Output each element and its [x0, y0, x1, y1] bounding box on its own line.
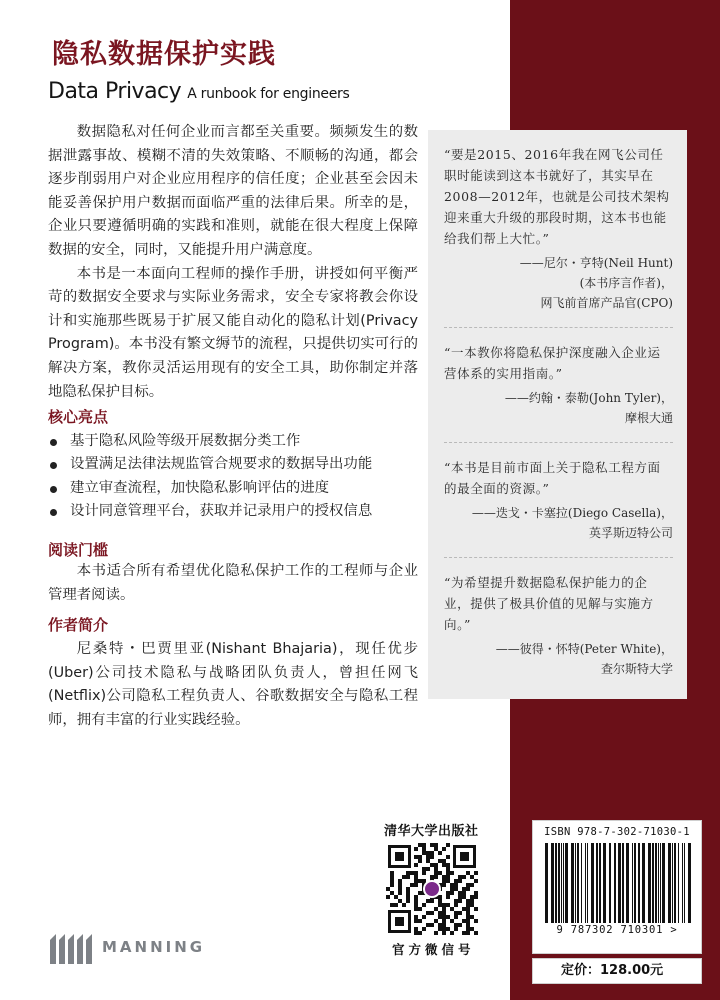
attribution-line: ——约翰・泰勒(John Tyler)， — [504, 391, 673, 405]
attribution-line: 查尔斯特大学 — [600, 662, 673, 676]
barcode-digits: 9 787302 710301 > — [556, 924, 678, 936]
attribution-line: ——迭戈・卡塞拉(Diego Casella)， — [471, 506, 673, 520]
threshold-heading: 阅读门槛 — [48, 541, 109, 559]
qr-caption: 官方微信号 — [392, 942, 475, 957]
qr-code-icon — [386, 843, 478, 935]
attribution-line: (本书序言作者)， — [579, 276, 673, 290]
attribution-line: 英孚斯迈特公司 — [588, 526, 673, 540]
barcode-icon — [543, 843, 691, 923]
intro-text — [48, 121, 418, 404]
attribution-line: ——彼得・怀特(Peter White)， — [495, 642, 673, 656]
list-item: 设计同意管理平台，获取并记录用户的授权信息 — [48, 500, 418, 523]
quote-attribution — [444, 503, 673, 543]
isbn-barcode — [532, 820, 702, 954]
english-subtitle: A runbook for engineers — [187, 86, 350, 102]
quote-attribution — [444, 388, 673, 428]
author-paragraph: 尼桑特・巴贾里亚(Nishant Bhajaria)，现任优步(Uber)公司技术隐私与战略团队负责人，曾担任网飞(Netflix)公司隐私工程负责人、谷歌数据安全与隐私工程师，拥有丰富的行业实践经验。 — [48, 641, 418, 728]
book-title-english — [48, 79, 350, 104]
list-item: 设置满足法律法规监管合规要求的数据导出功能 — [48, 453, 418, 476]
endorsement-panel — [428, 130, 687, 699]
quote-text: “为希望提升数据隐私保护能力的企业，提供了极具价值的见解与实施方向。” — [444, 575, 654, 632]
highlights-list — [48, 430, 418, 524]
price-label: 定价：128.00元 — [532, 958, 702, 984]
quote-text: “本书是目前市面上关于隐私工程方面的最全面的资源。” — [444, 460, 661, 496]
list-item: 基于隐私风险等级开展数据分类工作 — [48, 430, 418, 453]
manning-logo-icon — [48, 930, 94, 964]
endorsement-quote — [444, 442, 673, 543]
manning-logo — [48, 930, 205, 964]
attribution-line: ——尼尔・亨特(Neil Hunt) — [519, 256, 673, 270]
endorsement-quote — [444, 130, 673, 313]
intro-paragraph-1: 数据隐私对任何企业而言都至关重要。频频发生的数据泄露事故、模糊不清的失效策略、不顺畅的沟通，都会逐步削弱用户对企业应用程序的信任度；企业甚至会因未能妥善保护用户数据而面临严重的法律后果。所幸的是，企业只要遵循明确的实践和准则，就能在很大程度上保障数据的安全，同时，又能提升用户满意度。 — [48, 124, 418, 258]
threshold-text — [48, 560, 418, 607]
attribution-line: 摩根大通 — [624, 411, 673, 425]
isbn-number: ISBN 978-7-302-71030-1 — [544, 826, 690, 838]
english-title: Data Privacy — [48, 79, 182, 104]
manning-logo-text: MANNING — [102, 938, 206, 956]
author-heading: 作者简介 — [48, 616, 109, 634]
publisher-name: 清华大学出版社 — [384, 824, 479, 839]
book-title-chinese: 隐私数据保护实践 — [52, 39, 276, 70]
attribution-line: 网飞前首席产品官(CPO) — [540, 296, 673, 310]
highlights-heading: 核心亮点 — [48, 408, 109, 426]
quote-attribution — [444, 253, 673, 313]
quote-attribution — [444, 639, 673, 679]
quote-text: “一本教你将隐私保护深度融入企业运营体系的实用指南。” — [444, 345, 661, 381]
quote-text: “要是2015、2016年我在网飞公司任职时能读到这本书就好了，其实早在2008—2012年，也就是公司技术架构迎来重大升级的那段时期，这本书也能给我们帮上大忙。” — [444, 147, 670, 246]
intro-paragraph-2: 本书是一本面向工程师的操作手册，讲授如何平衡严苛的数据安全要求与实际业务需求，安全专家将教会你设计和实施那些既易于扩展又能自动化的隐私计划(Privacy Program)。本书没有繁文缛节的流程，只提供切实可行的解决方案，教你灵活运用现有的安全工具，助你制定并落地隐私保护目标。 — [48, 265, 418, 400]
list-item: 建立审查流程，加快隐私影响评估的进度 — [48, 477, 418, 500]
author-text — [48, 638, 418, 732]
endorsement-quote — [444, 557, 673, 679]
endorsement-quote — [444, 327, 673, 428]
threshold-paragraph: 本书适合所有希望优化隐私保护工作的工程师与企业管理者阅读。 — [48, 563, 418, 603]
